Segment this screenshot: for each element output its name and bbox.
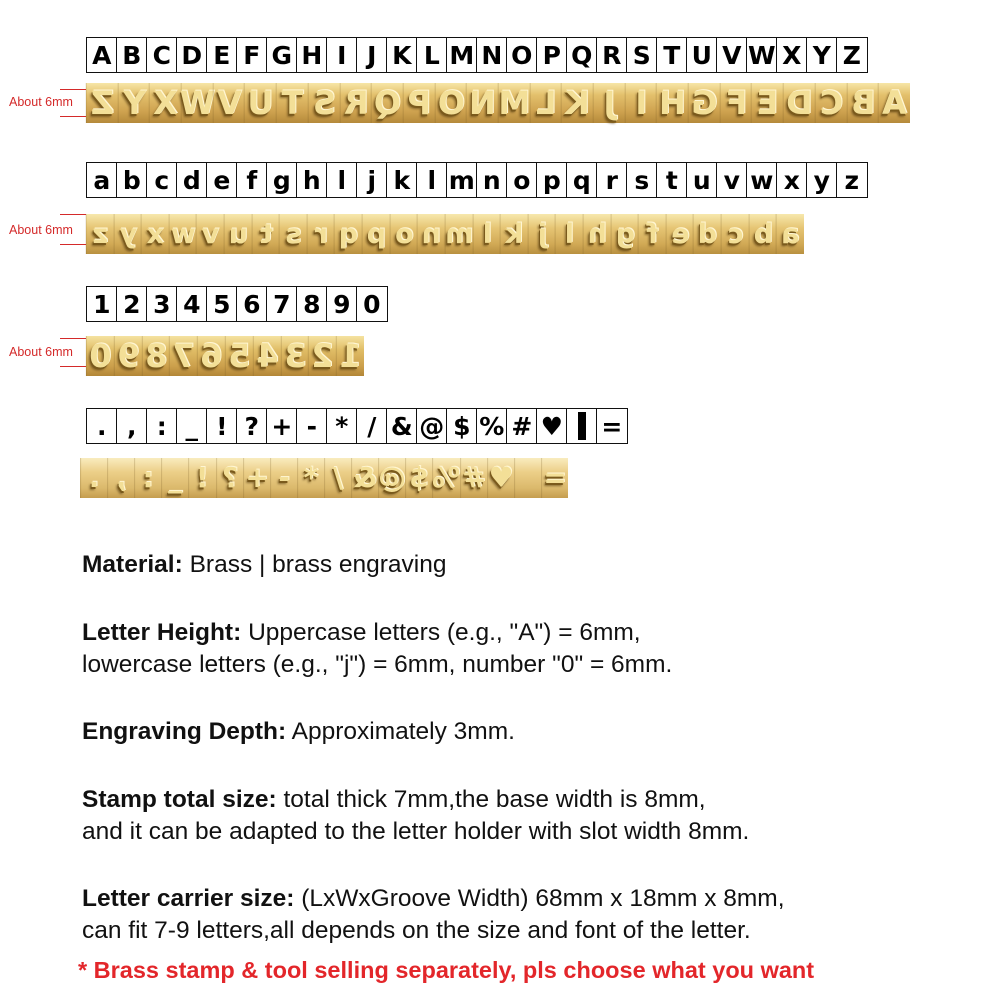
symbol-stamp: * — [297, 458, 324, 498]
lowercase-stamp: h — [583, 214, 611, 254]
uppercase-stamp: Y — [118, 83, 150, 123]
uppercase-letter-cell: N — [476, 37, 508, 73]
symbol-stamp: : — [134, 458, 161, 498]
number-cell: 7 — [266, 286, 298, 322]
spec-value: lowercase letters (e.g., "j") = 6mm, number "0" = 6mm. — [82, 651, 673, 678]
lowercase-letter-cell: a — [86, 162, 118, 198]
lowercase-stamp: j — [528, 214, 556, 254]
size-indicator-line — [60, 89, 86, 90]
lowercase-stamp: s — [279, 214, 307, 254]
lowercase-stamp: z — [86, 214, 114, 254]
uppercase-stamp: J — [593, 83, 625, 123]
uppercase-letter-cell: J — [356, 37, 388, 73]
lowercase-letter-cell: h — [296, 162, 328, 198]
symbol-stamp: ♥ — [487, 458, 514, 498]
symbol-cell: ! — [206, 408, 238, 444]
symbol-cell: ♥ — [536, 408, 568, 444]
lowercase-size-label: About 6mm — [9, 223, 73, 237]
number-stamp: 4 — [253, 336, 281, 376]
spec-carrier-size — [82, 883, 785, 947]
number-brass-stamps — [86, 336, 364, 376]
number-cell: 5 — [206, 286, 238, 322]
lowercase-letter-cell: l — [416, 162, 448, 198]
lowercase-brass-stamps — [86, 214, 804, 254]
uppercase-letter-cell: W — [746, 37, 778, 73]
lowercase-stamp: e — [666, 214, 694, 254]
lowercase-letter-cell: u — [686, 162, 718, 198]
spec-label: Material: — [82, 551, 183, 578]
symbol-cell: , — [116, 408, 148, 444]
uppercase-stamp: D — [783, 83, 815, 123]
number-stamp: 1 — [336, 336, 364, 376]
symbol-stamp: / — [324, 458, 351, 498]
uppercase-stamp: L — [530, 83, 562, 123]
lowercase-letter-cell: n — [476, 162, 508, 198]
spec-letter-height — [82, 617, 672, 681]
lowercase-stamp: l — [473, 214, 501, 254]
lowercase-stamp: q — [334, 214, 362, 254]
number-stamp: 2 — [308, 336, 336, 376]
symbol-row — [86, 408, 628, 444]
lowercase-letter-cell: q — [566, 162, 598, 198]
uppercase-letter-cell: U — [686, 37, 718, 73]
number-stamp: 6 — [197, 336, 225, 376]
number-cell: 1 — [86, 286, 118, 322]
lowercase-stamp: l — [555, 214, 583, 254]
uppercase-letter-cell: S — [626, 37, 658, 73]
uppercase-letter-row — [86, 37, 868, 73]
number-stamp: 3 — [281, 336, 309, 376]
uppercase-stamp: A — [878, 83, 910, 123]
number-cell: 4 — [176, 286, 208, 322]
number-stamp: 0 — [86, 336, 114, 376]
symbol-cell: % — [476, 408, 508, 444]
uppercase-stamp: C — [815, 83, 847, 123]
number-cell: 9 — [326, 286, 358, 322]
uppercase-letter-cell: H — [296, 37, 328, 73]
symbol-stamp: = — [541, 458, 568, 498]
uppercase-letter-cell: K — [386, 37, 418, 73]
symbol-cell: ? — [236, 408, 268, 444]
symbol-cell: : — [146, 408, 178, 444]
uppercase-letter-cell: V — [716, 37, 748, 73]
lowercase-letter-cell: s — [626, 162, 658, 198]
spec-value: (LxWxGroove Width) 68mm x 18mm x 8mm, — [301, 885, 785, 912]
spec-engraving-depth — [82, 716, 515, 748]
uppercase-letter-cell: C — [146, 37, 178, 73]
uppercase-letter-cell: M — [446, 37, 478, 73]
lowercase-letter-cell: f — [236, 162, 268, 198]
lowercase-stamp: y — [114, 214, 142, 254]
lowercase-letter-cell: p — [536, 162, 568, 198]
lowercase-stamp: k — [500, 214, 528, 254]
lowercase-stamp: v — [196, 214, 224, 254]
size-indicator-line — [60, 116, 86, 117]
uppercase-letter-cell: L — [416, 37, 448, 73]
uppercase-letter-cell: R — [596, 37, 628, 73]
symbol-cell: _ — [176, 408, 208, 444]
symbol-cell: # — [506, 408, 538, 444]
uppercase-letter-cell: I — [326, 37, 358, 73]
lowercase-letter-cell: v — [716, 162, 748, 198]
uppercase-letter-cell: Z — [836, 37, 868, 73]
symbol-stamp: # — [460, 458, 487, 498]
uppercase-size-label: About 6mm — [9, 95, 73, 109]
lowercase-stamp: t — [252, 214, 280, 254]
spec-label: Engraving Depth: — [82, 718, 287, 745]
number-cell: 0 — [356, 286, 388, 322]
spec-label: Stamp total size: — [82, 786, 277, 813]
uppercase-stamp: M — [498, 84, 531, 122]
symbol-cell: = — [596, 408, 628, 444]
lowercase-letter-cell: r — [596, 162, 628, 198]
symbol-cell: - — [296, 408, 328, 444]
uppercase-letter-cell: X — [776, 37, 808, 73]
symbol-cell — [566, 408, 598, 444]
lowercase-stamp: a — [776, 214, 804, 254]
spec-value: can fit 7-9 letters,all depends on the size and font of the letter. — [82, 917, 751, 944]
size-indicator-line — [60, 214, 86, 215]
uppercase-letter-cell: Q — [566, 37, 598, 73]
spec-stamp-size — [82, 784, 749, 848]
number-stamp: 8 — [142, 336, 170, 376]
symbol-brass-stamps — [80, 458, 568, 498]
lowercase-letter-cell: j — [356, 162, 388, 198]
uppercase-brass-stamps — [86, 83, 910, 123]
lowercase-letter-cell: w — [746, 162, 778, 198]
size-indicator-line — [60, 366, 86, 367]
spec-value: and it can be adapted to the letter holder with slot width 8mm. — [82, 818, 750, 845]
spec-material — [82, 549, 447, 581]
lowercase-letter-cell: l — [326, 162, 358, 198]
number-row — [86, 286, 388, 322]
uppercase-stamp: Z — [86, 83, 118, 123]
uppercase-letter-cell: G — [266, 37, 298, 73]
lowercase-stamp: c — [721, 214, 749, 254]
uppercase-stamp: G — [688, 83, 720, 123]
lowercase-letter-cell: y — [806, 162, 838, 198]
uppercase-letter-cell: T — [656, 37, 688, 73]
uppercase-stamp: P — [403, 83, 435, 123]
symbol-stamp: & — [351, 458, 378, 498]
lowercase-stamp: w — [169, 214, 197, 254]
uppercase-stamp: B — [847, 83, 879, 123]
uppercase-letter-cell: O — [506, 37, 538, 73]
uppercase-letter-cell: F — [236, 37, 268, 73]
uppercase-stamp: K — [561, 83, 593, 123]
uppercase-letter-cell: D — [176, 37, 208, 73]
number-size-label: About 6mm — [9, 345, 73, 359]
lowercase-stamp: p — [362, 214, 390, 254]
number-cell: 2 — [116, 286, 148, 322]
uppercase-stamp: U — [244, 83, 276, 123]
uppercase-stamp: V — [213, 83, 245, 123]
uppercase-stamp: X — [149, 83, 181, 123]
symbol-stamp: + — [243, 458, 270, 498]
lowercase-stamp: d — [693, 214, 721, 254]
lowercase-stamp: o — [390, 214, 418, 254]
lowercase-letter-cell: z — [836, 162, 868, 198]
symbol-cell: . — [86, 408, 118, 444]
symbol-stamp: % — [432, 458, 459, 498]
lowercase-letter-cell: b — [116, 162, 148, 198]
lowercase-stamp: g — [611, 214, 639, 254]
uppercase-stamp: F — [720, 83, 752, 123]
number-cell: 6 — [236, 286, 268, 322]
uppercase-stamp: H — [656, 83, 688, 123]
uppercase-letter-cell: E — [206, 37, 238, 73]
number-stamp: 5 — [225, 336, 253, 376]
spec-label: Letter carrier size: — [82, 885, 295, 912]
uppercase-stamp: W — [179, 84, 216, 122]
lowercase-stamp: m — [445, 214, 473, 254]
symbol-stamp: , — [107, 458, 134, 498]
spec-label: Letter Height: — [82, 619, 242, 646]
uppercase-stamp: Q — [371, 83, 403, 123]
number-cell: 3 — [146, 286, 178, 322]
block-bar-icon — [578, 412, 586, 440]
spec-value: Uppercase letters (e.g., "A") = 6mm, — [248, 619, 641, 646]
symbol-cell: + — [266, 408, 298, 444]
uppercase-stamp: E — [751, 83, 783, 123]
symbol-stamp: ! — [188, 458, 215, 498]
lowercase-letter-cell: k — [386, 162, 418, 198]
symbol-cell: $ — [446, 408, 478, 444]
uppercase-stamp: S — [308, 83, 340, 123]
spec-value: total thick 7mm,the base width is 8mm, — [283, 786, 706, 813]
lowercase-letter-cell: x — [776, 162, 808, 198]
lowercase-stamp: n — [417, 214, 445, 254]
symbol-stamp: _ — [161, 458, 188, 498]
lowercase-letter-cell: m — [446, 162, 478, 198]
symbol-stamp: $ — [405, 458, 432, 498]
symbol-cell: * — [326, 408, 358, 444]
lowercase-letter-cell: g — [266, 162, 298, 198]
uppercase-stamp: O — [435, 83, 467, 123]
lowercase-letter-cell: e — [206, 162, 238, 198]
number-cell: 8 — [296, 286, 328, 322]
uppercase-letter-cell: B — [116, 37, 148, 73]
lowercase-stamp: b — [749, 214, 777, 254]
symbol-stamp: . — [80, 458, 107, 498]
symbol-stamp — [514, 458, 541, 498]
size-indicator-line — [60, 244, 86, 245]
symbol-cell: / — [356, 408, 388, 444]
uppercase-stamp: N — [466, 83, 498, 123]
symbol-cell: @ — [416, 408, 448, 444]
symbol-stamp: @ — [378, 458, 405, 498]
lowercase-letter-row — [86, 162, 868, 198]
spec-value: Brass | brass engraving — [189, 551, 447, 578]
symbol-stamp: - — [270, 458, 297, 498]
lowercase-stamp: x — [141, 214, 169, 254]
spec-value: Approximately 3mm. — [291, 718, 515, 745]
uppercase-letter-cell: P — [536, 37, 568, 73]
lowercase-letter-cell: t — [656, 162, 688, 198]
uppercase-stamp: I — [625, 83, 657, 123]
lowercase-stamp: r — [307, 214, 335, 254]
lowercase-stamp: f — [638, 214, 666, 254]
uppercase-stamp: R — [340, 83, 372, 123]
uppercase-letter-cell: A — [86, 37, 118, 73]
symbol-cell: & — [386, 408, 418, 444]
symbol-stamp: ? — [216, 458, 243, 498]
uppercase-letter-cell: Y — [806, 37, 838, 73]
lowercase-letter-cell: c — [146, 162, 178, 198]
lowercase-stamp: u — [224, 214, 252, 254]
lowercase-letter-cell: d — [176, 162, 208, 198]
number-stamp: 7 — [169, 336, 197, 376]
separate-sale-note: * Brass stamp & tool selling separately, pls choose what you want — [78, 957, 815, 983]
lowercase-letter-cell: o — [506, 162, 538, 198]
number-stamp: 9 — [114, 336, 142, 376]
uppercase-stamp: T — [276, 83, 308, 123]
size-indicator-line — [60, 338, 86, 339]
